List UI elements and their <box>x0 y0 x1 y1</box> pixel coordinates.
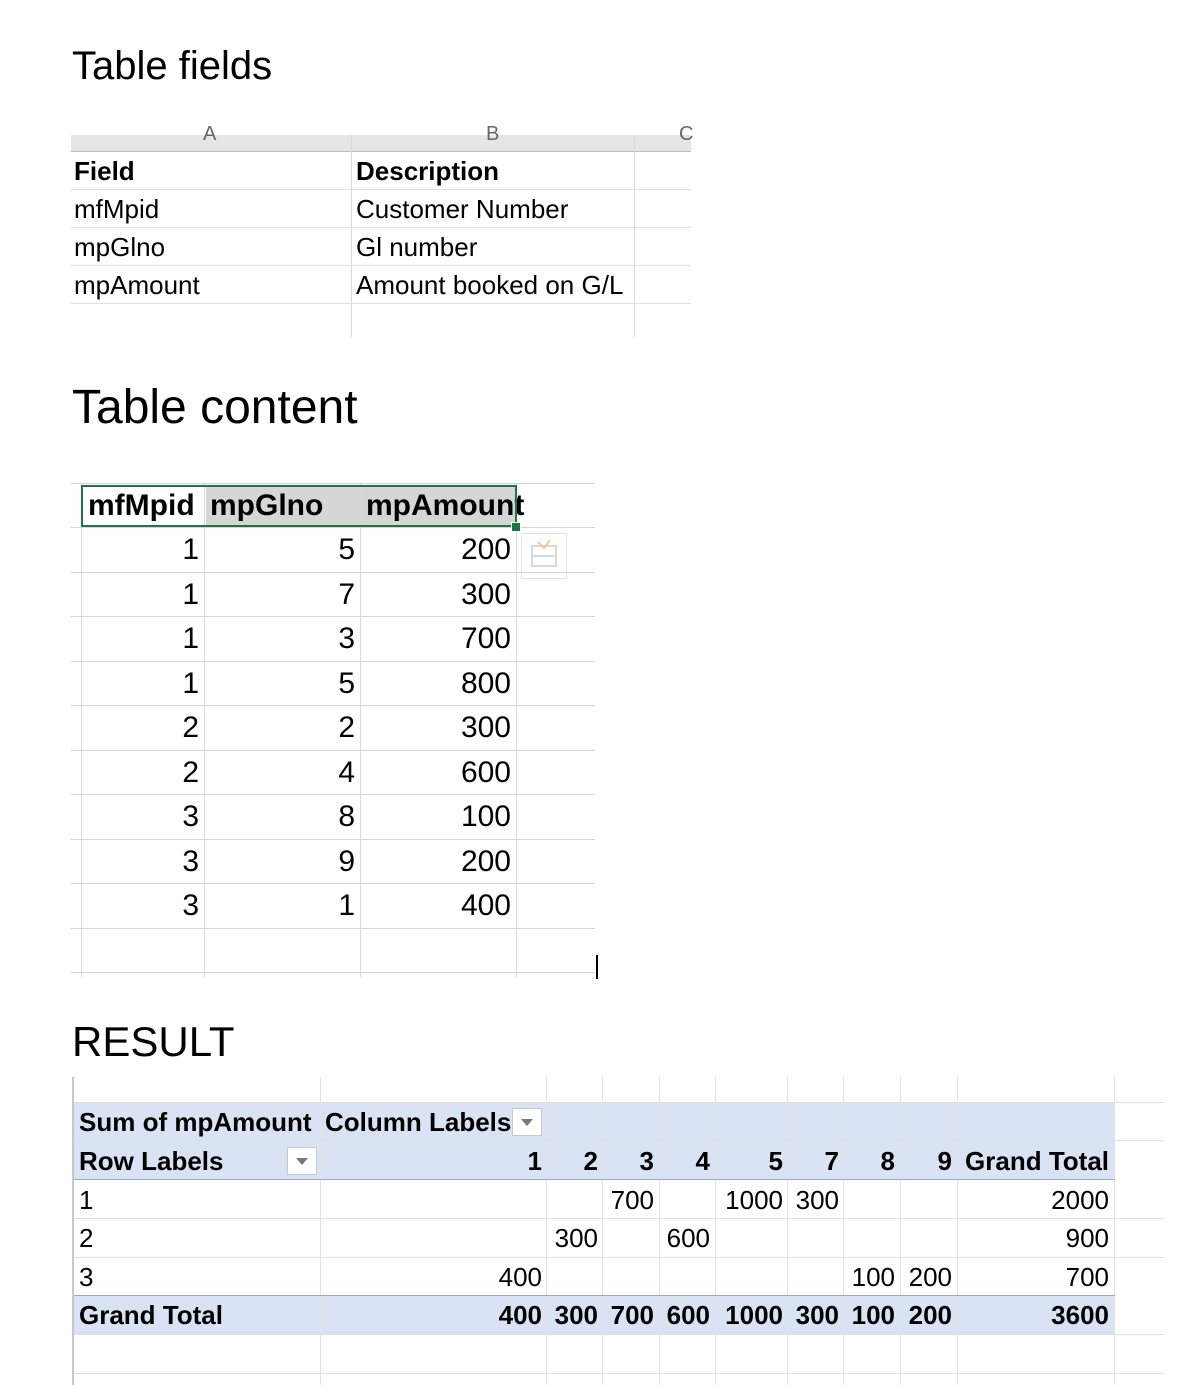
pivot-table <box>72 1077 1164 1385</box>
pivot-column-header[interactable]: 5 <box>768 1146 783 1176</box>
row-labels-dropdown-icon[interactable] <box>287 1147 317 1175</box>
mpglno-cell[interactable]: 8 <box>338 800 355 833</box>
field-description-cell[interactable]: Amount booked on G/L <box>356 270 624 300</box>
content-table <box>71 483 595 979</box>
text-cursor <box>596 955 598 979</box>
selection-range <box>81 485 517 527</box>
mfmpid-cell[interactable]: 3 <box>182 889 199 922</box>
pivot-value-cell[interactable]: 200 <box>908 1262 952 1292</box>
pivot-value-cell[interactable]: 300 <box>554 1223 598 1253</box>
pivot-value-cell[interactable] <box>902 1219 952 1257</box>
pivot-row-total[interactable]: 900 <box>1065 1223 1109 1253</box>
column-header-b[interactable]: B <box>352 135 634 152</box>
mpamount-cell[interactable]: 300 <box>460 711 511 744</box>
pivot-value-cell[interactable]: 1000 <box>725 1185 783 1215</box>
fields-table <box>71 123 694 337</box>
pivot-column-header[interactable]: 1 <box>527 1146 542 1176</box>
mpamount-cell[interactable]: 400 <box>460 889 511 922</box>
pivot-value-cell[interactable]: 100 <box>851 1262 895 1292</box>
pivot-value-cell[interactable]: 700 <box>610 1185 654 1215</box>
fields-header-description[interactable]: Description <box>356 156 500 186</box>
mfmpid-cell[interactable]: 1 <box>182 533 199 566</box>
mpglno-cell[interactable]: 3 <box>338 622 355 655</box>
field-description-cell[interactable]: Customer Number <box>356 194 569 224</box>
mfmpid-cell[interactable]: 2 <box>182 756 199 789</box>
pivot-value-cell[interactable] <box>789 1258 839 1296</box>
column-labels-dropdown-icon[interactable] <box>512 1108 542 1136</box>
pivot-value-cell[interactable]: 300 <box>795 1185 839 1215</box>
pivot-value-cell[interactable] <box>604 1219 654 1257</box>
pivot-value-label[interactable]: Sum of mpAmount <box>79 1107 312 1137</box>
pivot-row-label[interactable]: 3 <box>79 1262 94 1292</box>
mpglno-cell[interactable]: 1 <box>338 889 355 922</box>
pivot-row-labels[interactable]: Row Labels <box>79 1146 224 1176</box>
pivot-row-total[interactable]: 700 <box>1065 1262 1109 1292</box>
pivot-grand-total-header[interactable]: Grand Total <box>965 1146 1109 1176</box>
mfmpid-cell[interactable]: 1 <box>182 578 199 611</box>
field-name-cell[interactable]: mpGlno <box>74 232 166 262</box>
result-heading: RESULT <box>72 1018 235 1065</box>
pivot-grand-total-cell[interactable]: 1000 <box>725 1300 783 1330</box>
pivot-value-cell[interactable] <box>604 1258 654 1296</box>
pivot-value-cell[interactable] <box>789 1219 839 1257</box>
pivot-column-header[interactable]: 3 <box>639 1146 654 1176</box>
fill-handle[interactable] <box>511 522 521 532</box>
pivot-value-cell[interactable] <box>492 1181 542 1219</box>
mpamount-cell[interactable]: 200 <box>460 533 511 566</box>
pivot-value-cell[interactable]: 400 <box>498 1262 542 1292</box>
mpamount-cell[interactable]: 700 <box>460 622 511 655</box>
pivot-value-cell[interactable] <box>902 1181 952 1219</box>
mfmpid-cell[interactable]: 1 <box>182 622 199 655</box>
pivot-row-label[interactable]: 2 <box>79 1223 94 1253</box>
mpamount-cell[interactable]: 200 <box>460 845 511 878</box>
pivot-grand-total-value[interactable]: 3600 <box>1051 1300 1109 1330</box>
pivot-value-cell[interactable] <box>717 1219 783 1257</box>
table-content-heading: Table content <box>72 381 358 434</box>
pivot-grand-total-cell[interactable]: 700 <box>610 1300 654 1330</box>
pivot-value-cell[interactable] <box>845 1181 895 1219</box>
pivot-grand-total-cell[interactable]: 600 <box>666 1300 710 1330</box>
pivot-grand-total-cell[interactable]: 400 <box>498 1300 542 1330</box>
pivot-column-header[interactable]: 4 <box>695 1146 710 1176</box>
column-header-c[interactable]: C <box>635 135 691 152</box>
pivot-column-labels[interactable]: Column Labels <box>325 1107 512 1137</box>
pivot-column-header[interactable]: 8 <box>880 1146 895 1176</box>
table-fields-heading: Table fields <box>72 44 273 88</box>
pivot-grand-total-label[interactable]: Grand Total <box>79 1300 223 1330</box>
pivot-column-header[interactable]: 2 <box>583 1146 598 1176</box>
mfmpid-cell[interactable]: 1 <box>182 667 199 700</box>
pivot-value-cell[interactable] <box>548 1181 598 1219</box>
pivot-value-cell[interactable]: 600 <box>666 1223 710 1253</box>
mfmpid-cell[interactable]: 2 <box>182 711 199 744</box>
mpamount-cell[interactable]: 800 <box>460 667 511 700</box>
mpamount-cell[interactable]: 600 <box>460 756 511 789</box>
pivot-value-cell[interactable] <box>717 1258 783 1296</box>
pivot-value-cell[interactable] <box>660 1181 710 1219</box>
content-header-mpamount[interactable]: mpAmount <box>366 489 525 522</box>
pivot-grand-total-cell[interactable]: 100 <box>851 1300 895 1330</box>
mpamount-cell[interactable]: 100 <box>460 800 511 833</box>
pivot-column-header[interactable]: 7 <box>824 1146 839 1176</box>
pivot-grand-total-cell[interactable]: 300 <box>554 1300 598 1330</box>
pivot-row-total[interactable]: 2000 <box>1051 1185 1109 1215</box>
content-header-mfmpid[interactable]: mfMpid <box>88 489 195 522</box>
quick-analysis-icon[interactable] <box>521 533 567 579</box>
pivot-row-label[interactable]: 1 <box>79 1185 94 1215</box>
pivot-value-cell[interactable] <box>660 1258 710 1296</box>
mpglno-cell[interactable]: 5 <box>338 667 355 700</box>
field-name-cell[interactable]: mfMpid <box>74 194 160 224</box>
pivot-value-cell[interactable] <box>492 1219 542 1257</box>
pivot-value-cell[interactable] <box>845 1219 895 1257</box>
mpglno-cell[interactable]: 5 <box>338 533 355 566</box>
mpglno-cell[interactable]: 9 <box>338 845 355 878</box>
pivot-value-cell[interactable] <box>548 1258 598 1296</box>
pivot-grand-total-cell[interactable]: 300 <box>795 1300 839 1330</box>
pivot-column-header[interactable]: 9 <box>937 1146 952 1176</box>
mfmpid-cell[interactable]: 3 <box>182 800 199 833</box>
pivot-grand-total-cell[interactable]: 200 <box>908 1300 952 1330</box>
column-header-a[interactable]: A <box>71 135 351 152</box>
field-description-cell[interactable]: Gl number <box>356 232 478 262</box>
content-header-mpglno[interactable]: mpGlno <box>210 489 324 522</box>
mpamount-cell[interactable]: 300 <box>460 578 511 611</box>
mpglno-cell[interactable]: 4 <box>338 756 355 789</box>
mpglno-cell[interactable]: 7 <box>338 578 355 611</box>
field-name-cell[interactable]: mpAmount <box>74 270 200 300</box>
mfmpid-cell[interactable]: 3 <box>182 845 199 878</box>
mpglno-cell[interactable]: 2 <box>338 711 355 744</box>
fields-header-field[interactable]: Field <box>74 156 135 186</box>
